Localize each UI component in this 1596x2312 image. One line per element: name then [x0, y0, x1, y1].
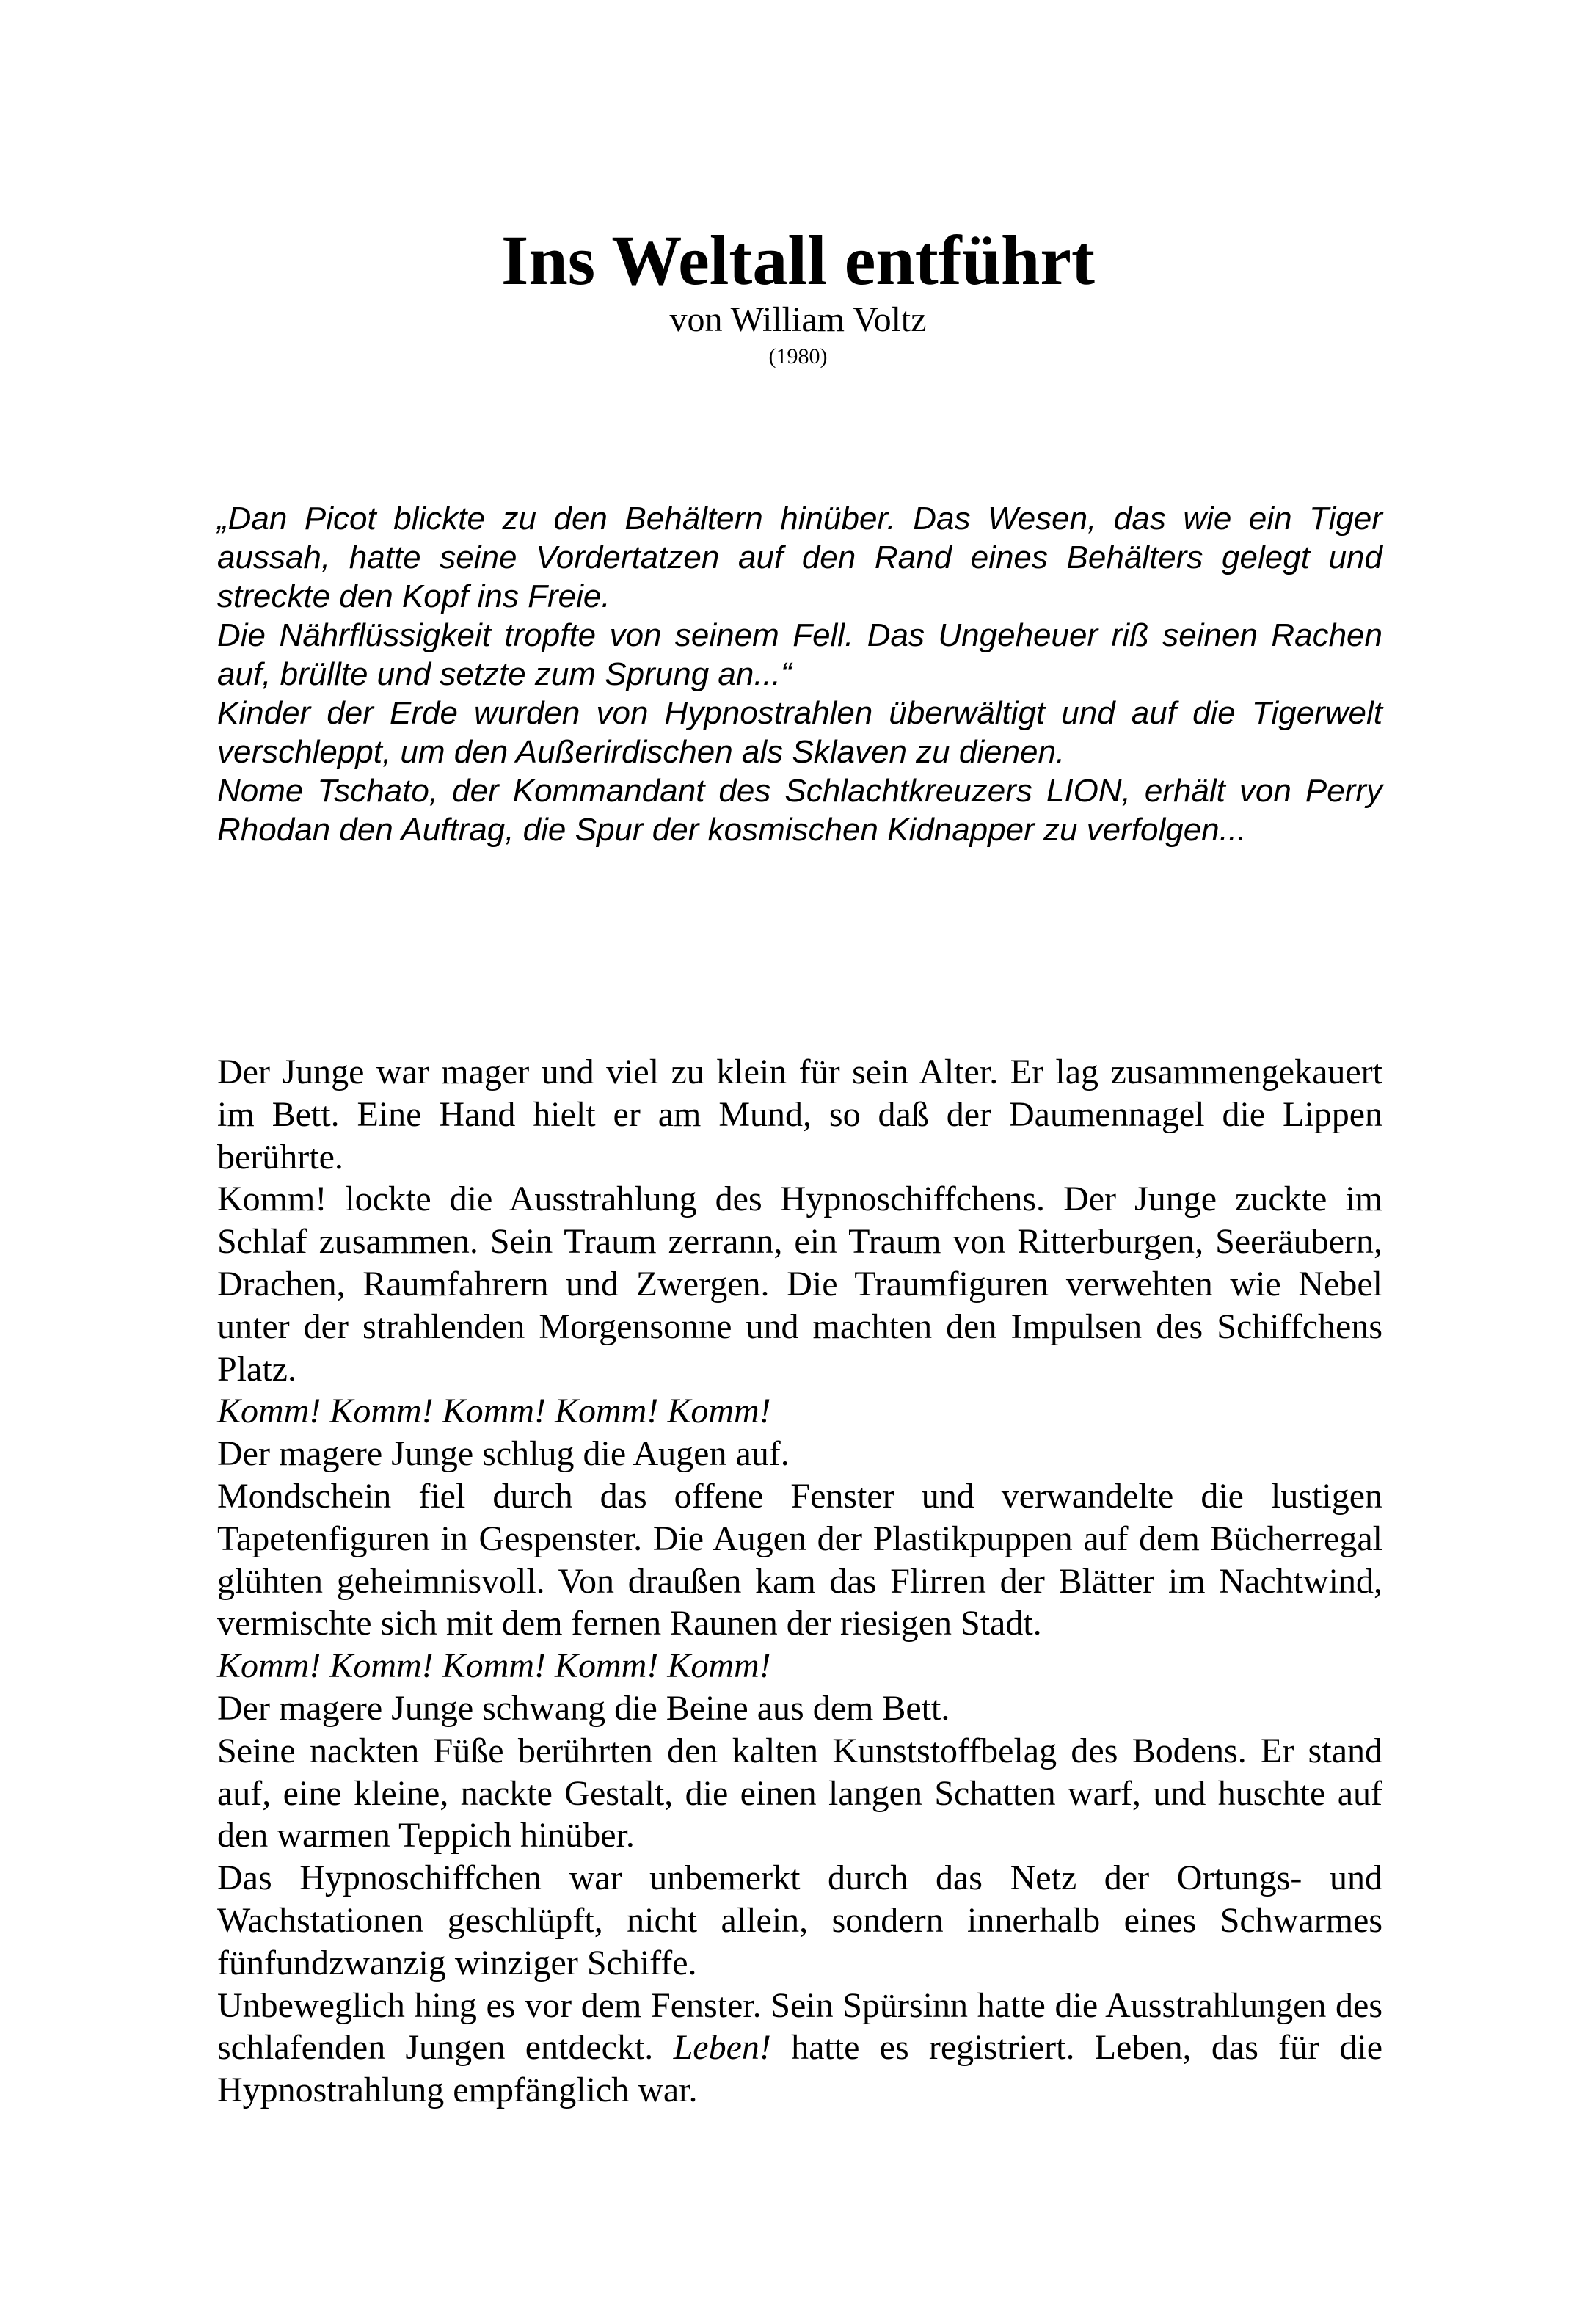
blurb-paragraph: Kinder der Erde wurden von Hypnostrahlen überwältigt und auf die Tigerwelt verschleppt, um den Außerirdischen als Sklaven zu dienen.: [217, 695, 1382, 770]
blurb-paragraph: Die Nährflüssigkeit tropfte von seinem Fell. Das Ungeheuer riß seinen Rachen auf, brüllte und setzte zum Sprung an...“: [217, 617, 1382, 692]
story-paragraph: Mondschein fiel durch das offene Fenster und verwandelte die lustigen Tapetenfiguren in Gespenster. Die Augen der Plastikpuppen auf dem Bücherregal glühten geheimnisvoll. Von draußen kam das Flirren der Blätter im Nachtwind, vermischte sich mit dem fernen Raunen der riesigen Stadt.: [217, 1476, 1382, 1643]
blurb-paragraph: Nome Tschato, der Kommandant des Schlachtkreuzers LION, erhält von Perry Rhodan den Auftrag, die Spur der kosmischen Kidnapper zu verfolgen...: [217, 773, 1382, 848]
story-paragraph: Das Hypnoschiffchen war unbemerkt durch das Netz der Ortungs- und Wachstationen geschlüpft, nicht allein, sondern innerhalb eines Schwarmes fünfundzwanzig winziger Schiffe.: [217, 1858, 1382, 1982]
story-paragraph: [217, 1985, 1382, 2112]
story-paragraph: Seine nackten Füße berührten den kalten Kunststoffbelag des Bodens. Er stand auf, eine kleine, nackte Gestalt, die einen langen Schatten warf, und huschte auf den warmen Teppich hinüber.: [217, 1731, 1382, 1855]
blurb-paragraph: „Dan Picot blickte zu den Behältern hinüber. Das Wesen, das wie ein Tiger aussah, hatte seine Vordertatzen auf den Rand eines Behälters gelegt und streckte den Kopf ins Freie.: [217, 501, 1382, 614]
story-emphasis: Komm! Komm! Komm! Komm! Komm!: [217, 1392, 771, 1431]
publication-year: (1980): [768, 344, 828, 368]
story-paragraph: Der Junge war mager und viel zu klein für sein Alter. Er lag zusammengekauert im Bett. Eine Hand hielt er am Mund, so daß der Daumennagel die Lippen berührte.: [217, 1053, 1382, 1177]
story-paragraph: Der magere Junge schlug die Augen auf.: [217, 1434, 790, 1474]
story-text: hatte es registriert. Leben, das für die Hypnostrahlung empfänglich war.: [217, 2028, 1383, 2110]
document-title: Ins Weltall entführt: [501, 221, 1095, 299]
story-emphasis: Leben!: [673, 2028, 771, 2068]
story-paragraph-italic: [217, 1645, 1382, 1687]
blurb-section: [217, 499, 1382, 849]
story-body: [217, 1051, 1382, 2112]
story-emphasis: Komm! Komm! Komm! Komm! Komm!: [217, 1646, 771, 1686]
story-paragraph: Der magere Junge schwang die Beine aus dem Bett.: [217, 1688, 950, 1728]
story-paragraph-italic: [217, 1390, 1382, 1433]
story-text: Unbeweglich hing es vor dem Fenster. Sein Spürsinn hatte die Ausstrahlungen des schlafenden Jungen entdeckt.: [217, 1985, 1382, 2068]
story-paragraph: Komm! lockte die Ausstrahlung des Hypnoschiffchens. Der Junge zuckte im Schlaf zusammen. Sein Traum zerrann, ein Traum von Ritterburgen, Seeräubern, Drachen, Raumfahrern und Zwergen. Die Traumfiguren verwehten wie Nebel unter der strahlenden Morgensonne und machten den Impulsen des Schiffchens Platz.: [217, 1179, 1382, 1389]
author-line: von William Voltz: [669, 300, 927, 339]
